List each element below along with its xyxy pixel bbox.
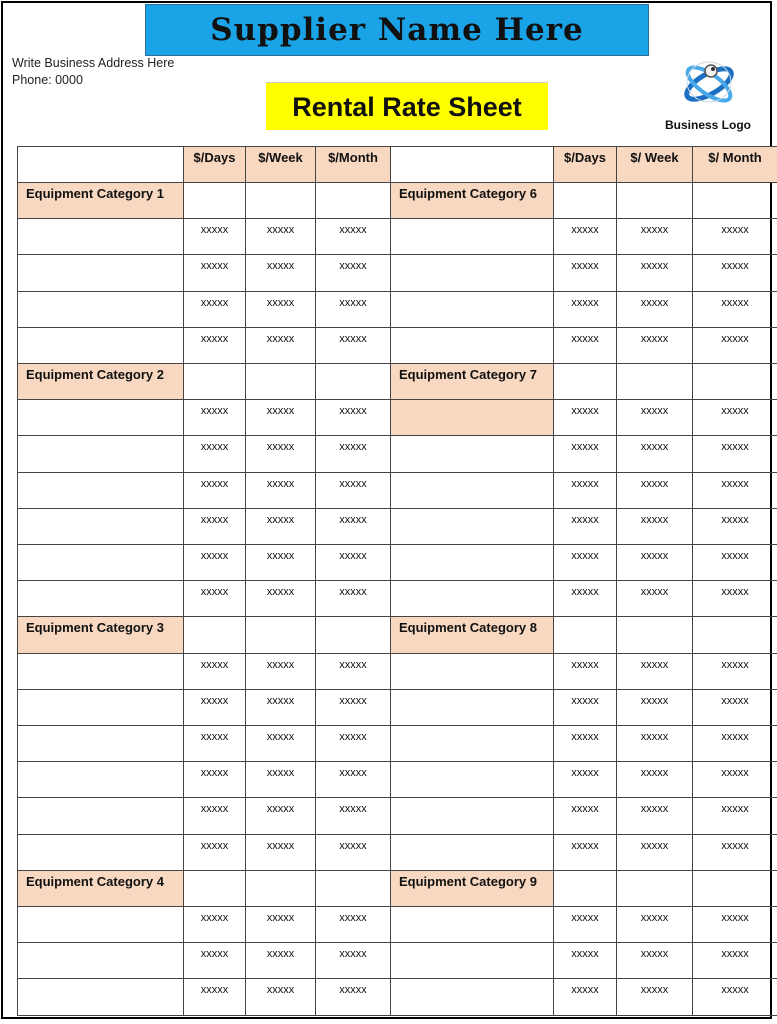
rate-value[interactable]: xxxxx — [693, 943, 777, 979]
rate-table — [17, 146, 777, 1016]
category-label-left[interactable]: Equipment Category 1 — [18, 183, 184, 219]
rate-value[interactable]: xxxxx — [184, 328, 246, 364]
rate-value[interactable]: xxxxx — [184, 400, 246, 436]
rate-value[interactable]: xxxxx — [617, 473, 693, 509]
rate-value[interactable]: xxxxx — [246, 328, 316, 364]
rate-value[interactable]: xxxxx — [246, 690, 316, 726]
business-address[interactable]: Write Business Address Here — [12, 56, 175, 70]
rate-value[interactable]: xxxxx — [246, 907, 316, 943]
category-blank-cell[interactable] — [554, 364, 617, 400]
rate-value[interactable]: xxxxx — [554, 400, 617, 436]
equipment-item-right[interactable] — [391, 979, 554, 1015]
rate-value[interactable]: xxxxx — [693, 292, 777, 328]
column-header-left-0[interactable]: $/Days — [184, 147, 246, 183]
equipment-item-right[interactable] — [391, 798, 554, 834]
equipment-item-right[interactable] — [391, 690, 554, 726]
rate-value[interactable]: xxxxx — [617, 907, 693, 943]
rate-value[interactable]: xxxxx — [316, 907, 391, 943]
rate-value[interactable]: xxxxx — [184, 219, 246, 255]
equipment-item-right[interactable] — [391, 545, 554, 581]
category-label-left[interactable]: Equipment Category 3 — [18, 617, 184, 653]
rate-value[interactable]: xxxxx — [617, 690, 693, 726]
rate-value[interactable]: xxxxx — [316, 328, 391, 364]
category-blank-cell[interactable] — [554, 617, 617, 653]
header-blank-left[interactable] — [18, 147, 184, 183]
category-blank-cell[interactable] — [316, 617, 391, 653]
category-blank-cell[interactable] — [246, 183, 316, 219]
category-blank-cell[interactable] — [554, 871, 617, 907]
equipment-item-right[interactable] — [391, 762, 554, 798]
rate-value[interactable]: xxxxx — [693, 255, 777, 291]
equipment-item-right[interactable] — [391, 219, 554, 255]
category-blank-cell[interactable] — [184, 871, 246, 907]
column-header-right-0[interactable]: $/Days — [554, 147, 617, 183]
rate-value[interactable]: xxxxx — [617, 509, 693, 545]
rate-value[interactable]: xxxxx — [617, 545, 693, 581]
equipment-item-right[interactable] — [391, 654, 554, 690]
business-phone[interactable]: Phone: 0000 — [12, 73, 83, 87]
rate-value[interactable]: xxxxx — [554, 690, 617, 726]
rate-value[interactable]: xxxxx — [617, 581, 693, 617]
rate-value[interactable]: xxxxx — [316, 979, 391, 1015]
equipment-item-left[interactable] — [18, 400, 184, 436]
rate-value[interactable]: xxxxx — [184, 762, 246, 798]
category-label-left[interactable]: Equipment Category 4 — [18, 871, 184, 907]
rate-value[interactable]: xxxxx — [246, 473, 316, 509]
equipment-item-left[interactable] — [18, 255, 184, 291]
rate-value[interactable]: xxxxx — [184, 798, 246, 834]
equipment-item-right[interactable] — [391, 835, 554, 871]
rate-value[interactable]: xxxxx — [246, 654, 316, 690]
rate-value[interactable]: xxxxx — [184, 436, 246, 472]
rate-value[interactable]: xxxxx — [246, 219, 316, 255]
rate-value[interactable]: xxxxx — [316, 581, 391, 617]
rate-value[interactable]: xxxxx — [316, 436, 391, 472]
rate-value[interactable]: xxxxx — [693, 328, 777, 364]
rate-value[interactable]: xxxxx — [316, 400, 391, 436]
rate-value[interactable]: xxxxx — [617, 436, 693, 472]
category-blank-cell[interactable] — [693, 617, 777, 653]
equipment-item-left[interactable] — [18, 436, 184, 472]
business-logo-label: Business Logo — [664, 118, 751, 132]
rate-value[interactable]: xxxxx — [554, 219, 617, 255]
rate-value[interactable]: xxxxx — [184, 907, 246, 943]
rate-value[interactable]: xxxxx — [693, 835, 777, 871]
rate-value[interactable]: xxxxx — [184, 979, 246, 1015]
equipment-item-left[interactable] — [18, 581, 184, 617]
category-blank-cell[interactable] — [316, 871, 391, 907]
category-blank-cell[interactable] — [184, 183, 246, 219]
equipment-item-right[interactable] — [391, 943, 554, 979]
rate-value[interactable]: xxxxx — [184, 690, 246, 726]
rate-value[interactable]: xxxxx — [316, 545, 391, 581]
equipment-item-left[interactable] — [18, 545, 184, 581]
rate-value[interactable]: xxxxx — [554, 726, 617, 762]
rate-value[interactable]: xxxxx — [246, 400, 316, 436]
category-blank-cell[interactable] — [554, 183, 617, 219]
category-blank-cell[interactable] — [316, 364, 391, 400]
category-blank-cell[interactable] — [693, 364, 777, 400]
rate-value[interactable]: xxxxx — [184, 292, 246, 328]
category-blank-cell[interactable] — [693, 183, 777, 219]
equipment-item-left[interactable] — [18, 798, 184, 834]
equipment-item-left[interactable] — [18, 979, 184, 1015]
rate-value[interactable]: xxxxx — [316, 654, 391, 690]
rate-value[interactable]: xxxxx — [316, 219, 391, 255]
header-blank-right[interactable] — [391, 147, 554, 183]
rate-value[interactable]: xxxxx — [554, 545, 617, 581]
supplier-name-banner[interactable]: Supplier Name Here — [145, 4, 649, 56]
rate-value[interactable]: xxxxx — [184, 726, 246, 762]
rate-value[interactable]: xxxxx — [246, 726, 316, 762]
equipment-item-left[interactable] — [18, 654, 184, 690]
category-blank-cell[interactable] — [617, 871, 693, 907]
rate-value[interactable]: xxxxx — [246, 979, 316, 1015]
category-label-left[interactable]: Equipment Category 2 — [18, 364, 184, 400]
category-blank-cell[interactable] — [184, 617, 246, 653]
column-header-right-1[interactable]: $/ Week — [617, 147, 693, 183]
rate-value[interactable]: xxxxx — [246, 292, 316, 328]
category-blank-cell[interactable] — [693, 871, 777, 907]
rate-value[interactable]: xxxxx — [617, 328, 693, 364]
equipment-item-right[interactable] — [391, 907, 554, 943]
rate-value[interactable]: xxxxx — [693, 798, 777, 834]
rate-value[interactable]: xxxxx — [316, 690, 391, 726]
rate-value[interactable]: xxxxx — [246, 762, 316, 798]
rate-value[interactable]: xxxxx — [617, 943, 693, 979]
rate-value[interactable]: xxxxx — [617, 654, 693, 690]
equipment-item-left[interactable] — [18, 219, 184, 255]
equipment-item-right[interactable] — [391, 400, 554, 436]
rate-value[interactable]: xxxxx — [554, 328, 617, 364]
rate-value[interactable]: xxxxx — [316, 473, 391, 509]
rate-value[interactable]: xxxxx — [184, 943, 246, 979]
equipment-item-right[interactable] — [391, 255, 554, 291]
equipment-item-right[interactable] — [391, 473, 554, 509]
rate-value[interactable]: xxxxx — [693, 545, 777, 581]
rate-value[interactable]: xxxxx — [246, 436, 316, 472]
equipment-item-left[interactable] — [18, 473, 184, 509]
rate-value[interactable]: xxxxx — [554, 292, 617, 328]
equipment-item-left[interactable] — [18, 943, 184, 979]
rate-value[interactable]: xxxxx — [554, 798, 617, 834]
equipment-item-left[interactable] — [18, 690, 184, 726]
category-blank-cell[interactable] — [184, 364, 246, 400]
rate-value[interactable]: xxxxx — [316, 762, 391, 798]
rate-value[interactable]: xxxxx — [693, 726, 777, 762]
rate-value[interactable]: xxxxx — [554, 907, 617, 943]
equipment-item-left[interactable] — [18, 292, 184, 328]
rate-value[interactable]: xxxxx — [617, 979, 693, 1015]
rate-value[interactable]: xxxxx — [554, 473, 617, 509]
rate-value[interactable]: xxxxx — [554, 255, 617, 291]
column-header-left-2[interactable]: $/Month — [316, 147, 391, 183]
rate-value[interactable]: xxxxx — [184, 545, 246, 581]
rate-value[interactable]: xxxxx — [246, 943, 316, 979]
rate-value[interactable]: xxxxx — [246, 835, 316, 871]
rate-value[interactable]: xxxxx — [693, 907, 777, 943]
rate-value[interactable]: xxxxx — [617, 835, 693, 871]
business-logo — [660, 52, 760, 132]
rate-value[interactable]: xxxxx — [554, 943, 617, 979]
rate-value[interactable]: xxxxx — [617, 400, 693, 436]
rate-value[interactable]: xxxxx — [246, 798, 316, 834]
category-label-right[interactable]: Equipment Category 7 — [391, 364, 554, 400]
equipment-item-right[interactable] — [391, 292, 554, 328]
rate-value[interactable]: xxxxx — [554, 581, 617, 617]
business-contact — [12, 55, 174, 89]
rate-value[interactable]: xxxxx — [184, 581, 246, 617]
rate-value[interactable]: xxxxx — [693, 654, 777, 690]
rate-value[interactable]: xxxxx — [246, 255, 316, 291]
rate-value[interactable]: xxxxx — [554, 654, 617, 690]
equipment-item-right[interactable] — [391, 509, 554, 545]
rate-value[interactable]: xxxxx — [184, 835, 246, 871]
rate-value[interactable]: xxxxx — [316, 943, 391, 979]
equipment-item-right[interactable] — [391, 726, 554, 762]
category-blank-cell[interactable] — [246, 617, 316, 653]
category-blank-cell[interactable] — [246, 364, 316, 400]
rate-value[interactable]: xxxxx — [316, 726, 391, 762]
equipment-item-right[interactable] — [391, 581, 554, 617]
rate-value[interactable]: xxxxx — [617, 726, 693, 762]
equipment-item-left[interactable] — [18, 835, 184, 871]
rate-value[interactable]: xxxxx — [693, 979, 777, 1015]
column-header-left-1[interactable]: $/Week — [246, 147, 316, 183]
rate-value[interactable]: xxxxx — [184, 255, 246, 291]
category-blank-cell[interactable] — [617, 617, 693, 653]
equipment-item-left[interactable] — [18, 726, 184, 762]
rate-value[interactable]: xxxxx — [617, 255, 693, 291]
rate-value[interactable]: xxxxx — [554, 835, 617, 871]
category-blank-cell[interactable] — [617, 183, 693, 219]
rate-value[interactable]: xxxxx — [693, 581, 777, 617]
rate-value[interactable]: xxxxx — [554, 979, 617, 1015]
rate-value[interactable]: xxxxx — [693, 219, 777, 255]
rate-value[interactable]: xxxxx — [693, 690, 777, 726]
rate-value[interactable]: xxxxx — [617, 762, 693, 798]
rate-value[interactable]: xxxxx — [246, 581, 316, 617]
category-label-right[interactable]: Equipment Category 8 — [391, 617, 554, 653]
equipment-item-left[interactable] — [18, 907, 184, 943]
column-header-right-2[interactable]: $/ Month — [693, 147, 777, 183]
category-label-right[interactable]: Equipment Category 6 — [391, 183, 554, 219]
rate-value[interactable]: xxxxx — [316, 835, 391, 871]
rate-value[interactable]: xxxxx — [316, 255, 391, 291]
rate-value[interactable]: xxxxx — [554, 436, 617, 472]
rate-value[interactable]: xxxxx — [246, 509, 316, 545]
rate-value[interactable]: xxxxx — [554, 509, 617, 545]
rate-value[interactable]: xxxxx — [316, 509, 391, 545]
rate-value[interactable]: xxxxx — [184, 654, 246, 690]
rate-value[interactable]: xxxxx — [693, 400, 777, 436]
rate-value[interactable]: xxxxx — [617, 798, 693, 834]
rate-value[interactable]: xxxxx — [693, 762, 777, 798]
rate-value[interactable]: xxxxx — [184, 509, 246, 545]
rate-value[interactable]: xxxxx — [693, 473, 777, 509]
equipment-item-right[interactable] — [391, 436, 554, 472]
logo-icon — [678, 52, 740, 112]
rate-value[interactable]: xxxxx — [184, 473, 246, 509]
rate-value[interactable]: xxxxx — [554, 762, 617, 798]
rate-value[interactable]: xxxxx — [316, 798, 391, 834]
sheet-title: Rental Rate Sheet — [266, 82, 548, 130]
rate-value[interactable]: xxxxx — [693, 509, 777, 545]
rate-value[interactable]: xxxxx — [316, 292, 391, 328]
equipment-item-left[interactable] — [18, 328, 184, 364]
category-blank-cell[interactable] — [246, 871, 316, 907]
rate-value[interactable]: xxxxx — [246, 545, 316, 581]
category-label-right[interactable]: Equipment Category 9 — [391, 871, 554, 907]
category-blank-cell[interactable] — [316, 183, 391, 219]
equipment-item-left[interactable] — [18, 509, 184, 545]
rate-value[interactable]: xxxxx — [617, 292, 693, 328]
category-blank-cell[interactable] — [617, 364, 693, 400]
equipment-item-right[interactable] — [391, 328, 554, 364]
rate-value[interactable]: xxxxx — [693, 436, 777, 472]
rate-value[interactable]: xxxxx — [617, 219, 693, 255]
equipment-item-left[interactable] — [18, 762, 184, 798]
